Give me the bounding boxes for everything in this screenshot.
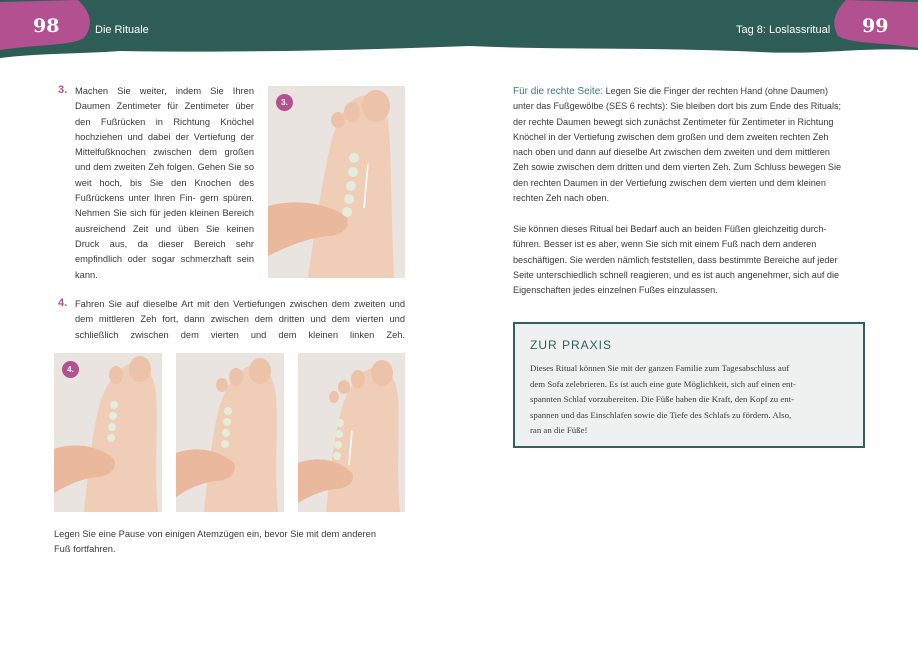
step-4-number: 4. — [58, 297, 68, 309]
step-4-text: Fahren Sie auf dieselbe Art mit den Vertiefungen zwischen dem zweiten und dem mittleren Zeh fort, dann zwischen dem dritten und dem vierten und schließlich zwischen dem vierten und dem kleinen linken Zeh. — [75, 299, 405, 340]
right-side-paragraph: Für die rechte Seite: Legen Sie die Finger der rechten Hand (ohne Daumen) unter das Fußgewölbe (SES 6 rechts): Sie bleiben dort bis zum Ende des Rituals; der rechte Daumen bewegt sich zunächst Zentimeter für Zentimeter in Richtung Knöchel in der Vertiefung zwischen dem großen und dem zweiten rechten Zeh nach oben und dann auf dieselbe Art zwischen dem zweiten und dem mittleren Zeh sowie zwischen dem dritten und dem vierten Zeh. Zum Schluss bewegen Sie den rechten Daumen in der Vertiefung zwischen dem vierten und dem kleinen rechten Zeh nach oben. — [513, 86, 842, 204]
page-header — [0, 0, 918, 62]
step-4-foot-photo-a — [54, 353, 162, 512]
right-running-title: Tag 8: Loslassritual — [736, 24, 831, 36]
step-4-foot-photo-c — [298, 353, 405, 512]
step-3-text: Machen Sie weiter, indem Sie Ihren Daumen Zentimeter für Zentimeter über den Fußrücken in Richtung Knöchel hochziehen und dabei der Vertiefung der Mittelfußknochen zwischen dem großen und dem zweiten Zeh folgen. Gehen Sie so weit hoch, bis Sie den Knochen des Fußrückens unter Ihren Fin- gern spüren. Nehmen Sie sich für jeden kleinen Bereich ausreichend Zeit und üben Sie keinen Druck aus, da dieser Bereich sehr empfindlich oder sogar schmerzhaft sein kann. — [75, 86, 254, 280]
left-page-number: 98 — [33, 15, 60, 37]
right-side-lead: Für die rechte Seite: — [513, 86, 604, 97]
right-page-number: 99 — [862, 15, 889, 37]
photo-3-badge: 3. — [276, 94, 293, 111]
praxis-box — [513, 322, 865, 448]
pause-text: Legen Sie eine Pause von einigen Atemzügen ein, bevor Sie mit dem anderen Fuß fortfahren. — [54, 529, 376, 555]
photo-4-badge: 4. — [62, 361, 79, 378]
praxis-title: ZUR PRAXIS — [530, 338, 613, 352]
step-4-foot-photo-b — [176, 353, 284, 512]
praxis-body: Dieses Ritual können Sie mit der ganzen Familie zum Tagesabschluss auf dem Sofa zelebrieren. Es ist auch eine gute Möglichkeit, sich auf einen ent- spannten Schlaf vorzubereiten. Die Füße haben die Kraft, den Kopf zu ent- spannen und das Einschlafen sowie die Tiefe des Schlafs zu fördern. Also, ran an die Füße! — [530, 363, 796, 435]
left-running-title: Die Rituale — [95, 24, 149, 36]
step-3-foot-photo — [268, 86, 405, 278]
both-feet-paragraph: Sie können dieses Ritual bei Bedarf auch an beiden Füßen gleichzeitig durch- führen. Besser ist es aber, wenn Sie sich mit einem Fuß nach dem anderen beschäftigen. Sie werden nämlich feststellen, dass bestimmte Bereiche auf jeder Seite unterschiedlich schnell reagieren, und es ist auch angenehmer, sich auf die Eigenschaften jedes einzelnen Fußes einzulassen. — [513, 224, 840, 296]
step-3-number: 3. — [58, 84, 68, 96]
